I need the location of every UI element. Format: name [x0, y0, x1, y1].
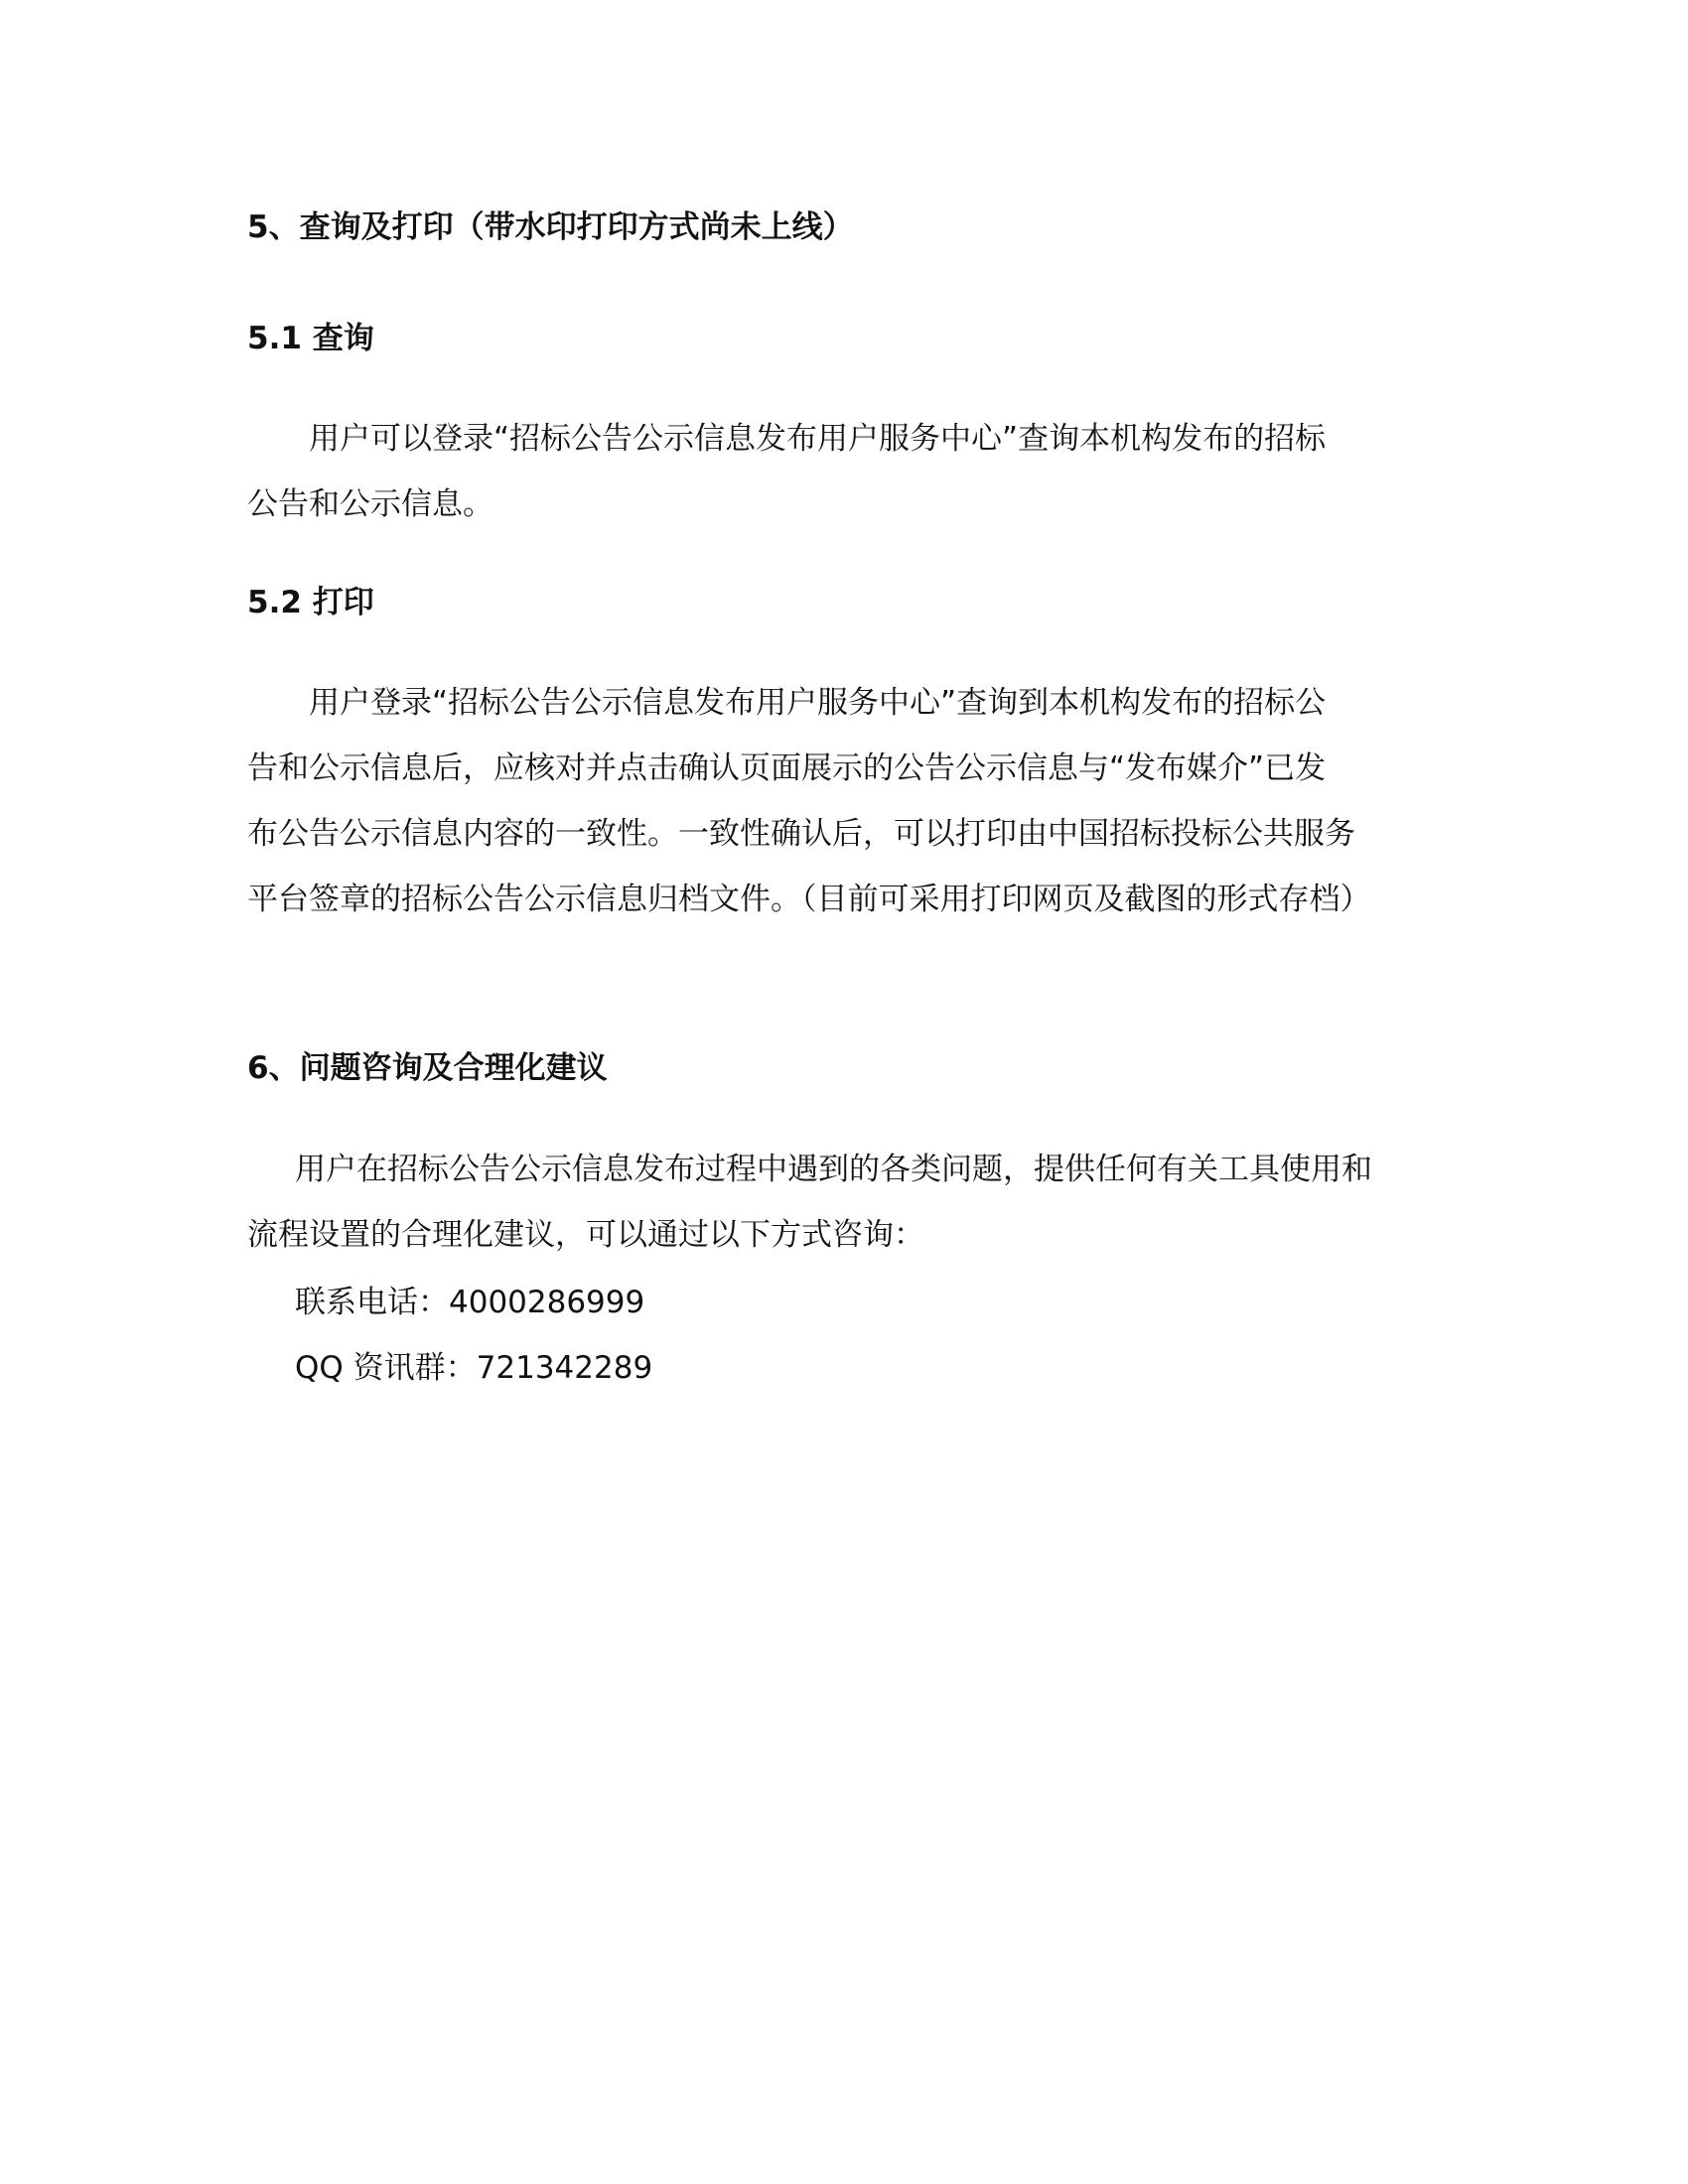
paragraph-line: 布公告公示信息内容的一致性。一致性确认后，可以打印由中国招标投标公共服务: [247, 816, 1355, 852]
section-5-1-paragraph: [247, 406, 1439, 537]
paragraph-line: 告和公示信息后，应核对并点击确认页面展示的公告公示信息与“发布媒介”已发: [247, 751, 1327, 786]
paragraph-line: 平台签章的招标公告公示信息归档文件。（目前可采用打印网页及截图的形式存档）: [247, 882, 1371, 917]
contact-phone: 联系电话：4000286999: [295, 1285, 645, 1320]
paragraph-line: 用户在招标公告公示信息发布过程中遇到的各类问题，提供任何有关工具使用和: [295, 1152, 1372, 1187]
section-6-paragraph: [247, 1137, 1439, 1268]
section-6-heading: 6、问题咨询及合理化建议: [247, 1050, 608, 1086]
paragraph-line: 用户可以登录“招标公告公示信息发布用户服务中心”查询本机构发布的招标: [309, 421, 1327, 457]
contact-qq-group: QQ 资讯群：721342289: [295, 1350, 653, 1386]
paragraph-line: 用户登录“招标公告公示信息发布用户服务中心”查询到本机构发布的招标公: [309, 685, 1327, 721]
section-5-2-heading: 5.2 打印: [247, 585, 374, 620]
section-5-heading: 5、查询及打印（带水印打印方式尚未上线）: [247, 209, 854, 245]
section-5-1-heading: 5.1 查询: [247, 321, 374, 356]
section-5-2-paragraph: [247, 670, 1439, 932]
paragraph-line: 流程设置的合理化建议，可以通过以下方式咨询：: [247, 1217, 924, 1253]
paragraph-line: 公告和公示信息。: [247, 486, 493, 522]
